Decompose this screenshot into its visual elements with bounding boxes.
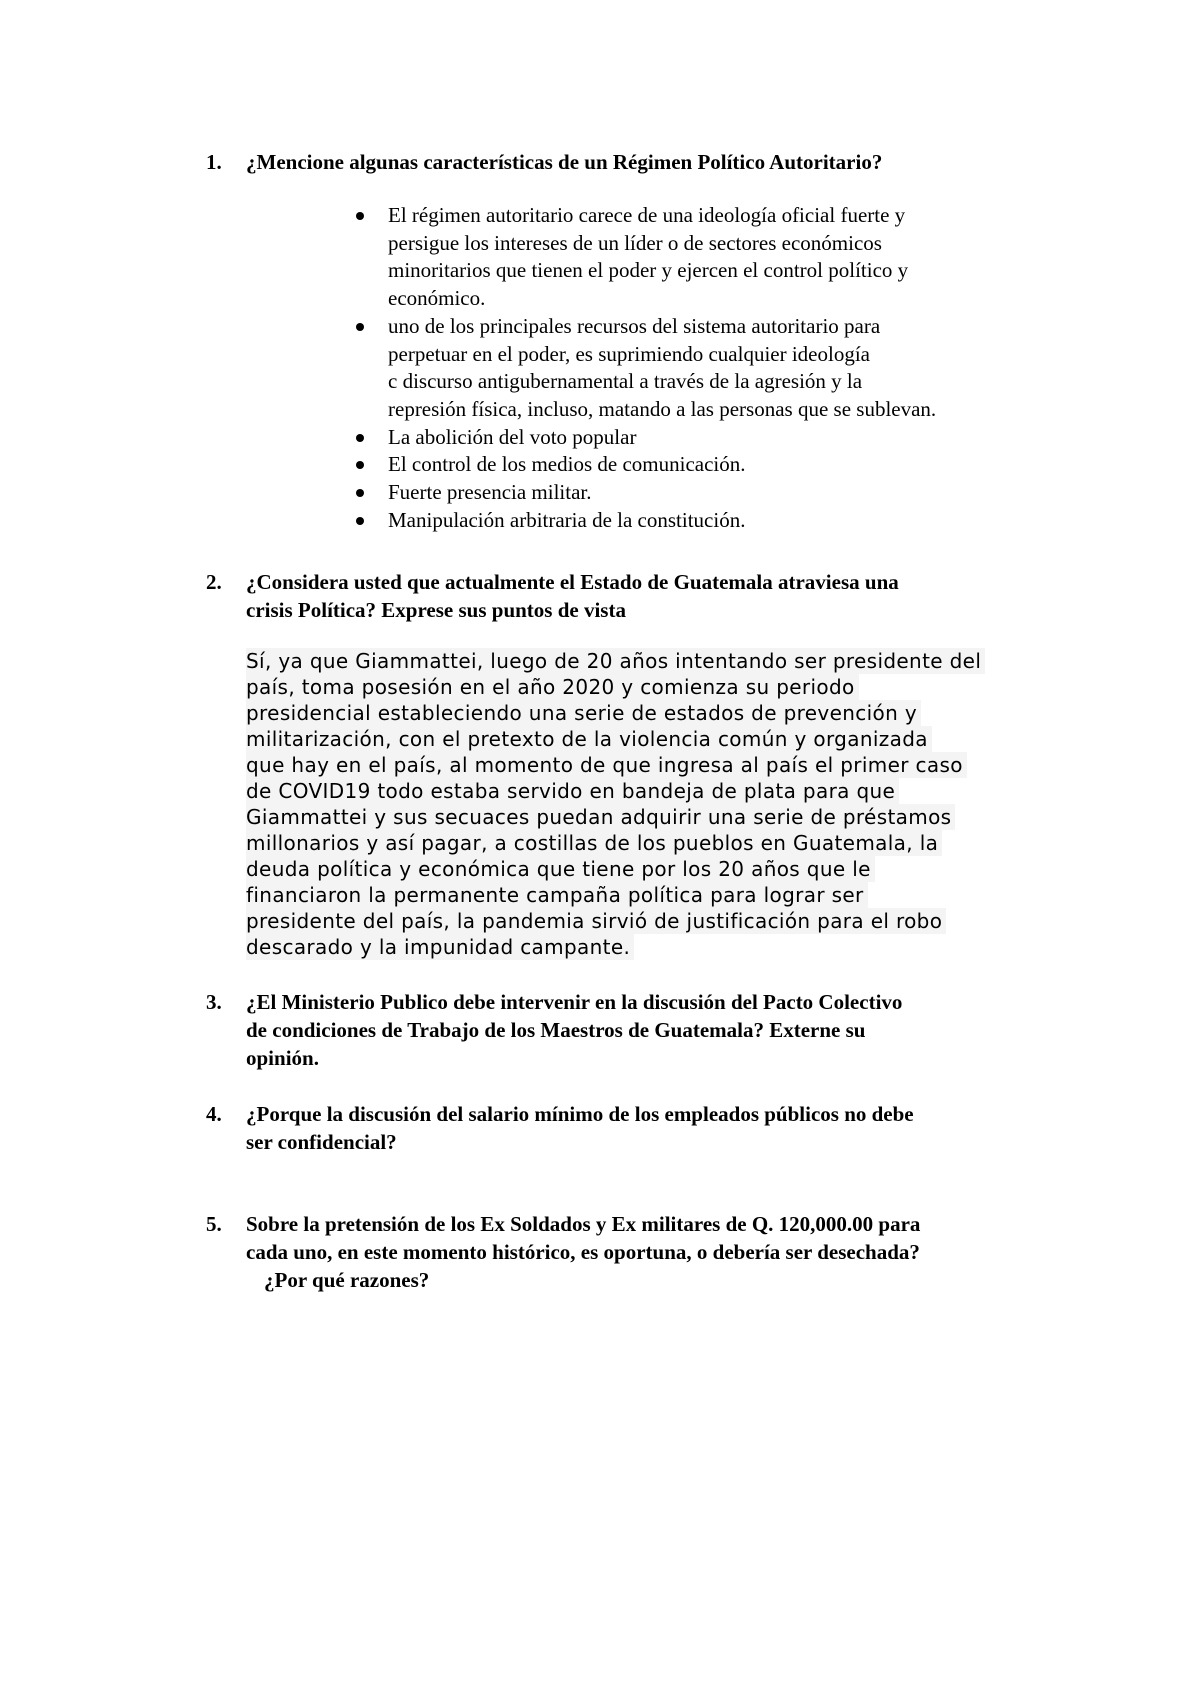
question-text: ¿Mencione algunas características de un Régimen Político Autoritario? [246,150,883,174]
bullet-line: La abolición del voto popular [388,424,637,449]
answer-line: de COVID19 todo estaba servido en bandeja de plata para que [246,778,899,804]
answer-line: país, toma posesión en el año 2020 y comienza su periodo [246,674,859,700]
bullet-item [352,424,1042,452]
question-line: opinión. [246,1046,319,1070]
bullet-icon [356,517,364,525]
question-number: 4. [206,1102,222,1126]
question-number: 5. [206,1212,222,1236]
question-line: ¿Porque la discusión del salario mínimo de los empleados públicos no debe [246,1102,914,1126]
question-5-subquestion: ¿Por qué razones? [264,1268,430,1292]
bullet-line: Fuerte presencia militar. [388,480,592,505]
question-text [246,568,1036,624]
question-line: crisis Política? Exprese sus puntos de vista [246,598,626,622]
bullet-icon [356,489,364,497]
question-text [246,1100,1036,1156]
bullet-line: represión física, incluso, matando a las personas que se sublevan. [388,396,937,421]
answer-line: financiaron la permanente campaña política para lograr ser [246,882,868,908]
answer-line: presidente del país, la pandemia sirvió de justificación para el robo [246,908,946,934]
answer-line: que hay en el país, al momento de que ingresa al país el primer caso [246,752,967,778]
bullet-line: minoritarios que tienen el poder y ejercen el control político y [388,258,909,283]
bullet-line: económico. [388,286,486,311]
question-line: cada uno, en este momento histórico, es oportuna, o debería ser desechada? [246,1240,920,1264]
bullet-icon [356,461,364,469]
bullet-item [352,479,1042,507]
bullet-item [352,313,1042,424]
question-line: Sobre la pretensión de los Ex Soldados y Ex militares de Q. 120,000.00 para [246,1212,921,1236]
bullet-item [352,202,1042,313]
question-1 [206,148,1036,176]
bullet-line: El control de los medios de comunicación. [388,452,746,477]
question-3 [206,988,1036,1072]
bullet-line: uno de los principales recursos del sistema autoritario para [388,313,881,338]
question-5 [206,1210,1036,1266]
question-line: de condiciones de Trabajo de los Maestros de Guatemala? Externe su [246,1018,866,1042]
question-number: 1. [206,150,222,174]
bullet-line: c discurso antigubernamental a través de la agresión y la [388,369,863,394]
question-number: 2. [206,570,222,594]
bullet-icon [356,212,364,220]
answer-line: Giammattei y sus secuaces puedan adquirir una serie de préstamos [246,804,955,830]
bullet-list [352,202,1042,534]
answer-line: presidencial estableciendo una serie de estados de prevención y [246,700,921,726]
bullet-line: perpetuar en el poder, es suprimiendo cualquier ideología [388,341,870,366]
bullet-icon [356,323,364,331]
bullet-item [352,507,1042,535]
question-line: ¿El Ministerio Publico debe intervenir en la discusión del Pacto Colectivo [246,990,903,1014]
question-number: 3. [206,990,222,1014]
bullet-line: El régimen autoritario carece de una ideología oficial fuerte y [388,203,906,227]
answer-line: militarización, con el pretexto de la violencia común y organizada [246,726,932,752]
bullet-icon [356,434,364,442]
answer-line: descarado y la impunidad campante. [246,934,634,960]
answer-line: millonarios y así pagar, a costillas de los pueblos en Guatemala, la [246,830,942,856]
question-text [246,988,1036,1072]
question-4 [206,1100,1036,1156]
bullet-item [352,451,1042,479]
answer-paragraph [246,648,1036,960]
bullet-line: persigue los intereses de un líder o de sectores económicos [388,230,882,255]
question-line: ser confidencial? [246,1130,397,1154]
question-text [246,1210,1036,1266]
question-line: ¿Considera usted que actualmente el Estado de Guatemala atraviesa una [246,570,899,594]
bullet-line: Manipulación arbitraria de la constitución. [388,507,746,532]
answer-line: deuda política y económica que tiene por los 20 años que le [246,856,875,882]
question-2 [206,568,1036,624]
answer-line: Sí, ya que Giammattei, luego de 20 años intentando ser presidente del [246,648,985,674]
